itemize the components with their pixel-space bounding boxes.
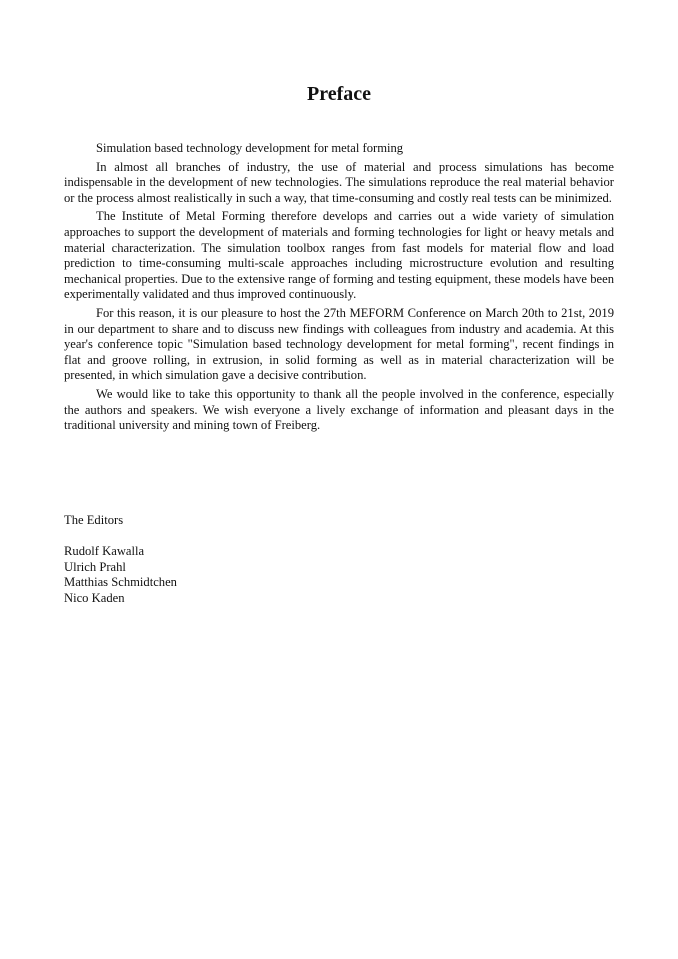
page-title: Preface: [306, 83, 372, 105]
editor-name: Ulrich Prahl: [64, 559, 126, 574]
editor-list: [64, 544, 364, 606]
paragraph-1: In almost all branches of industry, the use of material and process simulations has become indispensable in the development of new technologies. The simulations reproduce the real material behavior or the process almost realistically in such a way, that time-consuming and costly real tests can be minimized.: [64, 159, 614, 205]
editor-name: Rudolf Kawalla: [64, 544, 145, 559]
paragraph-3: For this reason, it is our pleasure to host the 27th MEFORM Conference on March 20th to 21st, 2019 in our department to share and to discuss new findings with colleagues from industry and academia. At this year's conference topic "Simulation based technology development for metal forming", recent findings in flat and groove rolling, in extrusion, in solid forming as well as in material characterization will be presented, in which simulation gave a decisive contribution.: [64, 305, 614, 383]
signoff: The Editors: [64, 513, 124, 527]
preface-subtitle: Simulation based technology development for metal forming: [96, 141, 404, 155]
paragraph-4: We would like to take this opportunity to thank all the people involved in the conference, especially the authors and speakers. We wish everyone a lively exchange of information and pleasant days in the traditional university and mining town of Freiberg.: [64, 386, 614, 433]
preface-body: [64, 141, 614, 437]
editor-name: Nico Kaden: [64, 590, 125, 605]
editor-name: Matthias Schmidtchen: [64, 575, 177, 590]
paragraph-2: The Institute of Metal Forming therefore develops and carries out a wide variety of simulation approaches to support the development of materials and forming technologies for light or heavy metals and material characterization. The simulation toolbox ranges from fast models for material flow and load prediction to time-consuming multi-scale approaches including microstructure evolution and resulting mechanical properties. Due to the extensive range of forming and testing equipment, these models have been experimentally validated and thus improved continuously.: [64, 209, 614, 302]
closing-block: [64, 513, 364, 607]
